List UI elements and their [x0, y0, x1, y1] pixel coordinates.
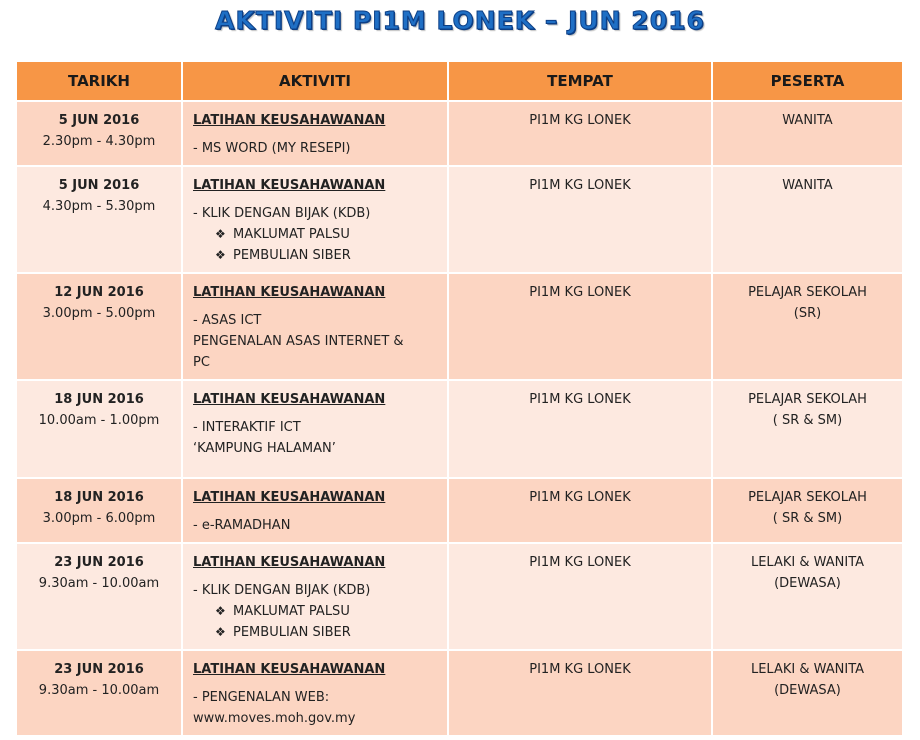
participant-line: PELAJAR SEKOLAH [748, 490, 867, 505]
participant-line: (DEWASA) [774, 576, 841, 591]
activity-time: 9.30am - 10.00am [38, 576, 160, 591]
participants-cell [712, 650, 903, 736]
participant-line: PELAJAR SEKOLAH [748, 392, 867, 407]
activity-bullet [193, 622, 437, 643]
activity-date: 23 JUN 2016 [54, 555, 144, 570]
activity-title: LATIHAN KEUSAHAWANAN [193, 285, 386, 300]
table-row [16, 101, 903, 166]
activity-place: PI1M KG LONEK [529, 285, 631, 300]
participant-line: ( SR & SM) [772, 511, 843, 526]
activity-title: LATIHAN KEUSAHAWANAN [193, 555, 386, 570]
activity-title: LATIHAN KEUSAHAWANAN [193, 178, 386, 193]
activity-title: LATIHAN KEUSAHAWANAN [193, 490, 386, 505]
date-cell [16, 273, 182, 380]
activity-time: 10.00am - 1.00pm [38, 413, 160, 428]
header-peserta: PESERTA [712, 61, 903, 101]
bullet-icon: ❖ [215, 248, 226, 262]
activity-bullet [193, 224, 437, 245]
participant-line: PELAJAR SEKOLAH [748, 285, 867, 300]
date-cell [16, 543, 182, 650]
activity-cell [182, 166, 448, 273]
activity-line: - KLIK DENGAN BIJAK (KDB) [193, 583, 371, 598]
place-cell [448, 650, 712, 736]
activity-place: PI1M KG LONEK [529, 113, 631, 128]
bullet-text: MAKLUMAT PALSU [233, 227, 350, 242]
table-row [16, 543, 903, 650]
activity-title: LATIHAN KEUSAHAWANAN [193, 662, 386, 677]
activity-date: 5 JUN 2016 [58, 178, 140, 193]
date-cell [16, 166, 182, 273]
activity-time: 4.30pm - 5.30pm [42, 199, 156, 214]
bullet-icon: ❖ [215, 604, 226, 618]
activity-cell [182, 650, 448, 736]
date-cell [16, 478, 182, 543]
place-cell [448, 101, 712, 166]
activity-date: 23 JUN 2016 [54, 662, 144, 677]
participant-line: WANITA [782, 178, 833, 193]
table-row [16, 650, 903, 736]
table-row [16, 478, 903, 543]
bullet-text: PEMBULIAN SIBER [233, 625, 351, 640]
activity-time: 9.30am - 10.00am [38, 683, 160, 698]
activity-line: - MS WORD (MY RESEPI) [193, 141, 351, 156]
activity-time: 3.00pm - 6.00pm [42, 511, 156, 526]
activity-date: 5 JUN 2016 [58, 113, 140, 128]
activity-cell [182, 543, 448, 650]
table-row [16, 166, 903, 273]
activity-line: - INTERAKTIF ICT [193, 420, 301, 435]
activity-line: - PENGENALAN WEB: [193, 690, 330, 705]
header-row [16, 61, 903, 101]
participants-cell [712, 166, 903, 273]
participants-cell [712, 380, 903, 478]
table-row [16, 273, 903, 380]
header-tarikh: TARIKH [16, 61, 182, 101]
place-cell [448, 478, 712, 543]
participants-cell [712, 273, 903, 380]
activity-time: 3.00pm - 5.00pm [42, 306, 156, 321]
activity-line: - KLIK DENGAN BIJAK (KDB) [193, 206, 371, 221]
place-cell [448, 273, 712, 380]
date-cell [16, 380, 182, 478]
activity-place: PI1M KG LONEK [529, 490, 631, 505]
schedule-table [15, 60, 904, 737]
table-body [16, 101, 903, 736]
participant-line: LELAKI & WANITA [750, 555, 865, 570]
participant-line: (DEWASA) [774, 683, 841, 698]
participant-line: ( SR & SM) [772, 413, 843, 428]
activity-cell [182, 478, 448, 543]
bullet-text: PEMBULIAN SIBER [233, 248, 351, 263]
header-aktiviti: AKTIVITI [182, 61, 448, 101]
activity-place: PI1M KG LONEK [529, 555, 631, 570]
page-title: AKTIVITI PI1M LONEK – JUN 2016 [215, 6, 705, 35]
participants-cell [712, 478, 903, 543]
participants-cell [712, 101, 903, 166]
participant-line: WANITA [782, 113, 833, 128]
place-cell [448, 543, 712, 650]
activity-time: 2.30pm - 4.30pm [42, 134, 156, 149]
activity-line: ‘KAMPUNG HALAMAN’ [193, 441, 336, 456]
table-header [16, 61, 903, 101]
activity-bullet [193, 245, 437, 266]
participants-cell [712, 543, 903, 650]
activity-cell [182, 380, 448, 478]
activity-bullet [193, 601, 437, 622]
date-cell [16, 101, 182, 166]
bullet-icon: ❖ [215, 625, 226, 639]
activity-date: 12 JUN 2016 [54, 285, 144, 300]
activity-place: PI1M KG LONEK [529, 662, 631, 677]
activity-cell [182, 273, 448, 380]
activity-line: - e-RAMADHAN [193, 518, 291, 533]
bullet-text: MAKLUMAT PALSU [233, 604, 350, 619]
table-row [16, 380, 903, 478]
activity-line: - ASAS ICT [193, 313, 262, 328]
activity-title: LATIHAN KEUSAHAWANAN [193, 113, 386, 128]
activity-title: LATIHAN KEUSAHAWANAN [193, 392, 386, 407]
place-cell [448, 166, 712, 273]
activity-date: 18 JUN 2016 [54, 392, 144, 407]
activity-line: PENGENALAN ASAS INTERNET & [193, 334, 404, 349]
activity-place: PI1M KG LONEK [529, 178, 631, 193]
activity-place: PI1M KG LONEK [529, 392, 631, 407]
activity-line: www.moves.moh.gov.my [193, 711, 356, 726]
participant-line: LELAKI & WANITA [750, 662, 865, 677]
date-cell [16, 650, 182, 736]
bullet-icon: ❖ [215, 227, 226, 241]
header-tempat: TEMPAT [448, 61, 712, 101]
activity-cell [182, 101, 448, 166]
place-cell [448, 380, 712, 478]
participant-line: (SR) [793, 306, 822, 321]
activity-line: PC [193, 355, 210, 370]
activity-date: 18 JUN 2016 [54, 490, 144, 505]
